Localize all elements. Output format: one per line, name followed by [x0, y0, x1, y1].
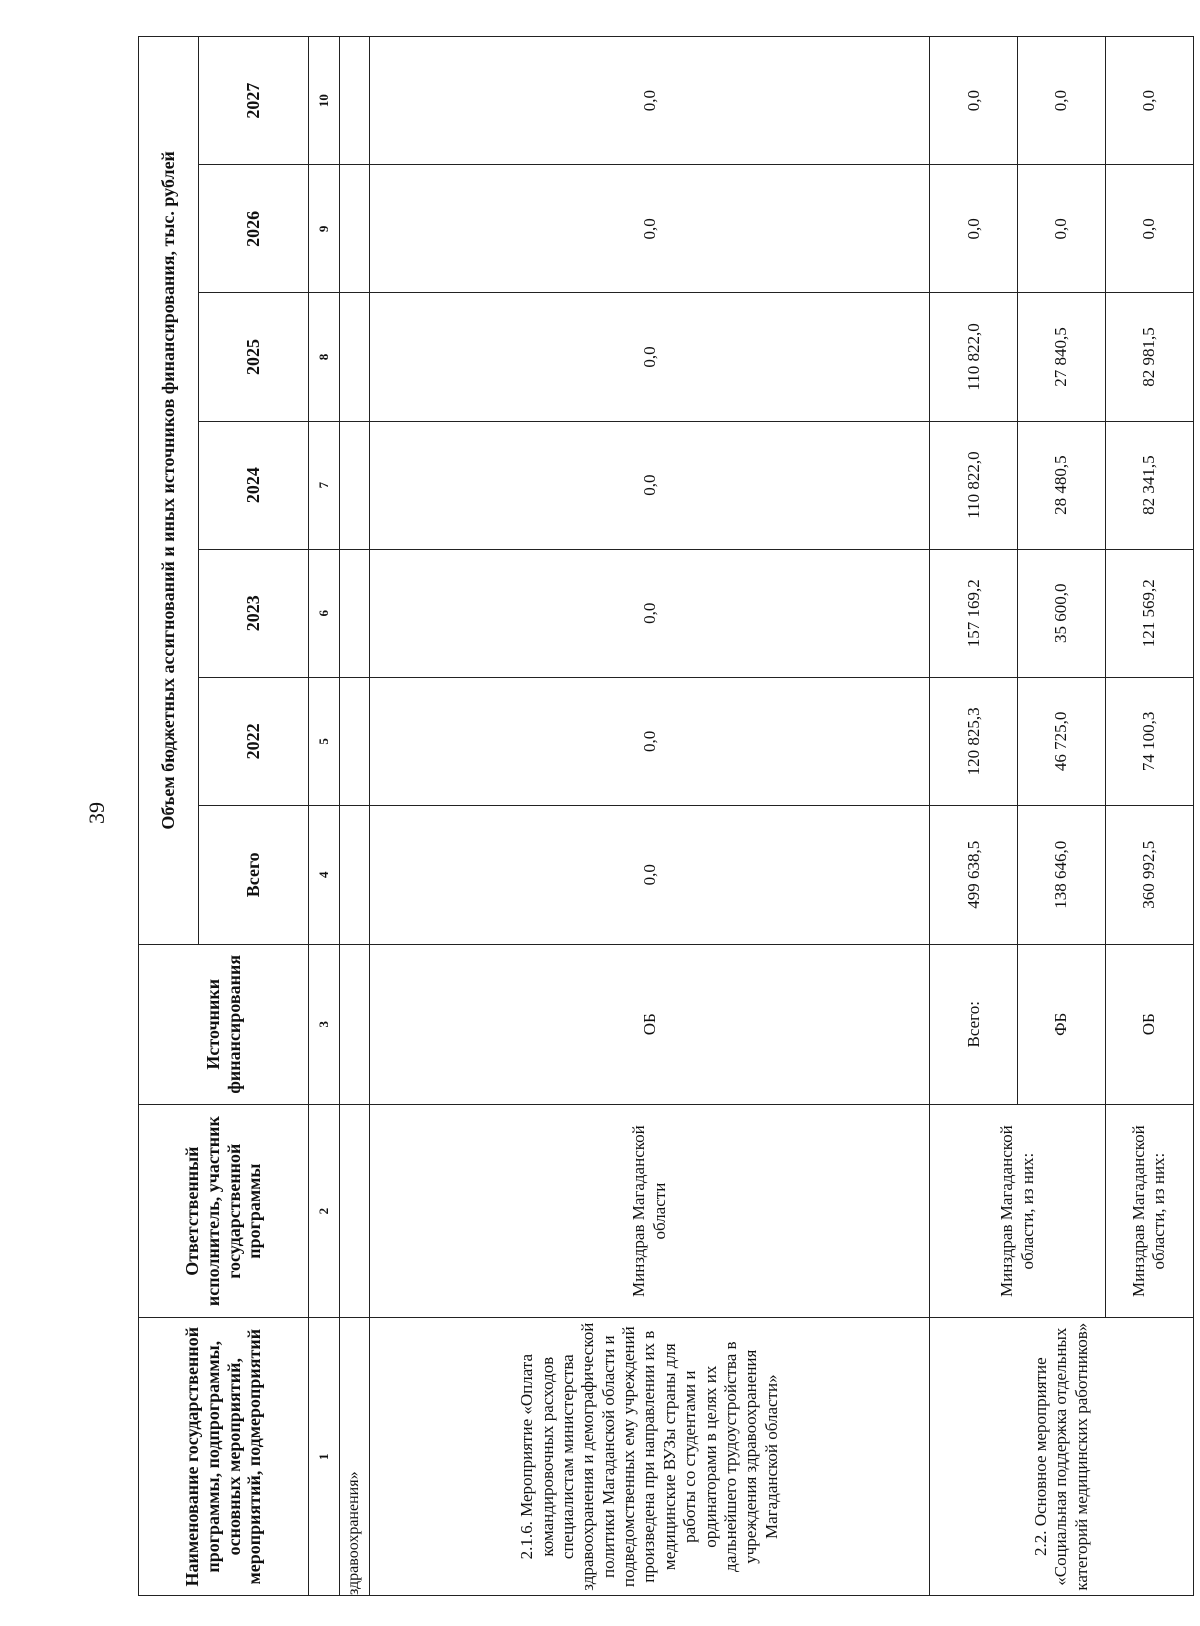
row-216-2024: 0,0 — [370, 421, 930, 549]
row-22-value: 120 825,3 — [930, 677, 1018, 805]
col-num: 10 — [309, 37, 340, 165]
row-22-name: 2.2. Основное мероприятие «Социальная поддержка отдельных категорий медицинских работников» — [930, 1318, 1194, 1596]
row-22-value: 110 822,0 — [930, 421, 1018, 549]
row-22-value: 0,0 — [930, 37, 1018, 165]
row-22-executor-1: Минздрав Магаданской области, из них: — [930, 1104, 1106, 1318]
header-year-2022: 2022 — [199, 677, 309, 805]
row-22-value: 82 981,5 — [1105, 293, 1193, 421]
page-number: 39 — [84, 802, 109, 824]
empty-cell — [339, 37, 370, 165]
empty-cell — [339, 165, 370, 293]
row-22-value: 157 169,2 — [930, 549, 1018, 677]
row-216-2027: 0,0 — [370, 37, 930, 165]
carryover-row — [339, 37, 370, 1596]
row-22-value: 138 646,0 — [1018, 805, 1106, 944]
financing-table — [138, 36, 1194, 1596]
row-22-value: 360 992,5 — [1105, 805, 1193, 944]
header-year-2026: 2026 — [199, 165, 309, 293]
header-year-2023: 2023 — [199, 549, 309, 677]
carryover-text: здравоохранения» — [339, 1318, 370, 1596]
col-num: 4 — [309, 805, 340, 944]
row-22-value: 0,0 — [1018, 37, 1106, 165]
empty-cell — [339, 421, 370, 549]
col-num: 2 — [309, 1104, 340, 1318]
row-216-source: ОБ — [370, 944, 930, 1104]
row-22-source: Всего: — [930, 944, 1018, 1104]
table-row-2-2-total — [930, 37, 1018, 1596]
empty-cell — [339, 805, 370, 944]
empty-cell — [339, 944, 370, 1104]
table-row-2-1-6 — [370, 37, 930, 1596]
row-216-executor: Минздрав Магаданской области — [370, 1104, 930, 1318]
row-22-value: 0,0 — [1105, 165, 1193, 293]
col-num: 8 — [309, 293, 340, 421]
row-216-2025: 0,0 — [370, 293, 930, 421]
header-year-2024: 2024 — [199, 421, 309, 549]
col-num: 3 — [309, 944, 340, 1104]
row-216-total: 0,0 — [370, 805, 930, 944]
row-22-value: 499 638,5 — [930, 805, 1018, 944]
table-rotated — [138, 36, 1194, 1596]
col-num: 9 — [309, 165, 340, 293]
row-22-source: ОБ — [1105, 944, 1193, 1104]
row-22-value: 28 480,5 — [1018, 421, 1106, 549]
row-216-2026: 0,0 — [370, 165, 930, 293]
row-22-source: ФБ — [1018, 944, 1106, 1104]
row-22-value: 0,0 — [1105, 37, 1193, 165]
col-num: 6 — [309, 549, 340, 677]
empty-cell — [339, 677, 370, 805]
header-year-2027: 2027 — [199, 37, 309, 165]
row-216-2023: 0,0 — [370, 549, 930, 677]
row-22-value: 74 100,3 — [1105, 677, 1193, 805]
header-year-2025: 2025 — [199, 293, 309, 421]
row-22-executor-2: Минздрав Магаданской области, из них: — [1105, 1104, 1193, 1318]
row-22-value: 82 341,5 — [1105, 421, 1193, 549]
col-num: 5 — [309, 677, 340, 805]
row-22-value: 121 569,2 — [1105, 549, 1193, 677]
col-num: 1 — [309, 1318, 340, 1596]
table-rotation-wrapper — [138, 36, 1194, 1596]
empty-cell — [339, 1104, 370, 1318]
column-number-row — [309, 37, 340, 1596]
row-22-value: 0,0 — [930, 165, 1018, 293]
header-source: Источники финансирования — [139, 944, 309, 1104]
row-22-value: 27 840,5 — [1018, 293, 1106, 421]
empty-cell — [339, 549, 370, 677]
header-name: Наименование государственной программы, подпрограммы, основных мероприятий, мероприятий, подмероприятий — [139, 1318, 309, 1596]
header-year-total: Всего — [199, 805, 309, 944]
row-22-value: 0,0 — [1018, 165, 1106, 293]
row-22-value: 46 725,0 — [1018, 677, 1106, 805]
row-22-value: 35 600,0 — [1018, 549, 1106, 677]
row-216-2022: 0,0 — [370, 677, 930, 805]
row-216-name: 2.1.6. Мероприятие «Оплата командировочных расходов специалистам министерства здравоохранения и демографической политики Магаданской области и подведомственных ему учреждений произведена при направлении их в медицинские ВУЗы страны для работы со студентами и ординаторами в целях их дальнейшего трудоустройства в учреждения здравоохранения Магаданской области» — [370, 1318, 930, 1596]
row-22-value: 110 822,0 — [930, 293, 1018, 421]
header-group: Объем бюджетных ассигнований и иных источников финансирования, тыс. рублей — [139, 37, 199, 945]
header-executor: Ответственный исполнитель, участник государственной программы — [139, 1104, 309, 1318]
col-num: 7 — [309, 421, 340, 549]
empty-cell — [339, 293, 370, 421]
